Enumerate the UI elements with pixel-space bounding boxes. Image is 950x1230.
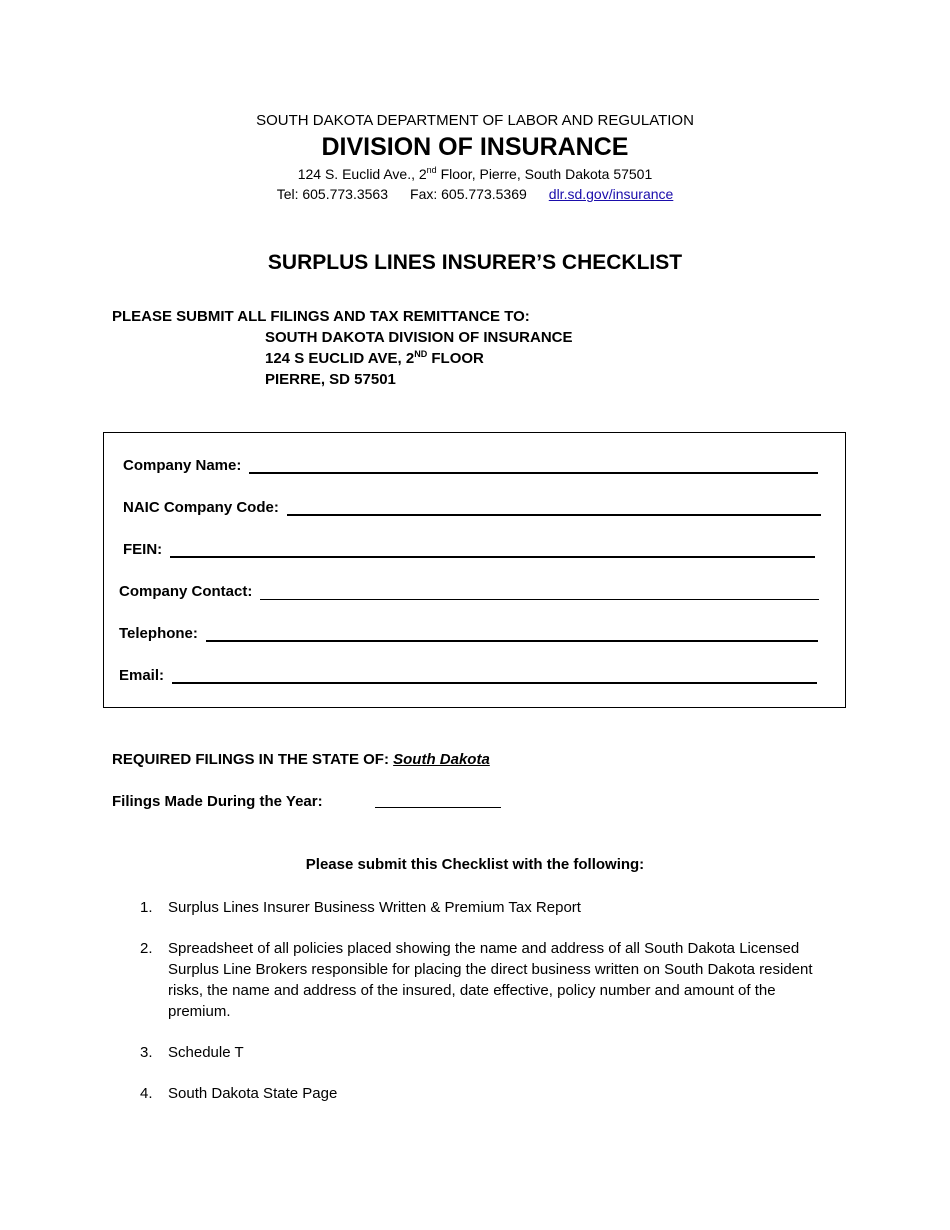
list-item-number: 3.	[140, 1044, 153, 1061]
naic-code-field[interactable]	[123, 499, 821, 516]
company-contact-field[interactable]	[119, 583, 819, 600]
address-sup: nd	[426, 165, 437, 175]
list-item-text: South Dakota State Page	[168, 1085, 338, 1102]
email-field[interactable]	[119, 667, 817, 684]
naic-code-label: NAIC Company Code:	[123, 499, 279, 516]
company-name-label: Company Name:	[123, 457, 242, 474]
website-link[interactable]: dlr.sd.gov/insurance	[548, 186, 674, 202]
company-contact-line[interactable]	[260, 585, 819, 600]
telephone-label: Telephone:	[119, 625, 198, 642]
email-line[interactable]	[172, 668, 817, 684]
list-item-text: Spreadsheet of all policies placed showing the name and address of all South Dakota Licensed Surplus Line Brokers responsible for placing the direct business written on South Dakota resident risks, the name and address of the insured, date effective, policy number and amount of the premium.	[168, 940, 813, 1020]
required-filings	[112, 751, 490, 768]
state-name: South Dakota	[393, 751, 490, 768]
company-info-box	[103, 432, 846, 708]
submit-line2-post: FLOOR	[427, 350, 484, 367]
address-post: Floor, Pierre, South Dakota 57501	[436, 166, 653, 182]
naic-code-line[interactable]	[287, 500, 821, 516]
list-item-text: Surplus Lines Insurer Business Written & Premium Tax Report	[168, 899, 581, 916]
filings-year-line[interactable]	[375, 807, 501, 808]
list-item-number: 1.	[140, 899, 153, 916]
fax-number: Fax: 605.773.5369	[410, 186, 527, 202]
submit-line2-sup: ND	[414, 349, 428, 359]
checklist-instructions: Please submit this Checklist with the following:	[305, 856, 645, 873]
list-item-number: 4.	[140, 1085, 153, 1102]
address-pre: 124 S. Euclid Ave., 2	[297, 166, 427, 182]
list-item	[140, 938, 840, 1022]
fein-line[interactable]	[170, 542, 815, 558]
checklist	[140, 897, 840, 1124]
list-item	[140, 897, 840, 918]
page-title: SURPLUS LINES INSURER’S CHECKLIST	[267, 251, 683, 274]
telephone-number: Tel: 605.773.3563	[276, 186, 389, 202]
telephone-line[interactable]	[206, 626, 818, 642]
fein-label: FEIN:	[123, 541, 163, 558]
contact-line	[0, 186, 950, 202]
department-name: SOUTH DAKOTA DEPARTMENT OF LABOR AND REGULATION	[256, 112, 694, 129]
division-title: DIVISION OF INSURANCE	[321, 133, 629, 161]
filings-year-label: Filings Made During the Year:	[112, 793, 323, 810]
submit-address-line-1: SOUTH DAKOTA DIVISION OF INSURANCE	[265, 329, 573, 346]
required-filings-label: REQUIRED FILINGS IN THE STATE OF:	[112, 751, 389, 768]
list-item	[140, 1042, 840, 1063]
telephone-field[interactable]	[119, 625, 818, 642]
list-item-text: Schedule T	[168, 1044, 244, 1061]
submit-line2-pre: 124 S EUCLID AVE, 2	[265, 350, 415, 367]
fein-field[interactable]	[123, 541, 815, 558]
company-name-field[interactable]	[123, 457, 818, 474]
submit-heading: PLEASE SUBMIT ALL FILINGS AND TAX REMITTANCE TO:	[112, 308, 530, 325]
submit-address-line-2	[265, 350, 484, 367]
submit-address-line-3: PIERRE, SD 57501	[265, 371, 396, 388]
email-label: Email:	[119, 667, 165, 684]
company-name-line[interactable]	[249, 458, 818, 474]
list-item	[140, 1083, 840, 1104]
list-item-number: 2.	[140, 940, 153, 957]
office-address	[0, 166, 950, 182]
company-contact-label: Company Contact:	[119, 583, 253, 600]
